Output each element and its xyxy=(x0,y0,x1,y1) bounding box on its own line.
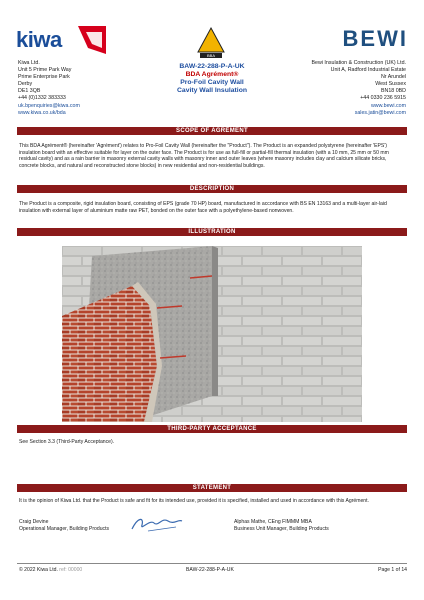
footer-divider xyxy=(17,563,407,564)
agrement-title: BDA Agrément® xyxy=(185,71,239,78)
statement-heading-bar: STATEMENT xyxy=(17,484,407,492)
scope-text: This BDA Agrément® (hereinafter 'Agrément') relates to Pro-Foil Cavity Wall (hereinafter the "Product"). The Product is an expanded polystyrene (hereinafter 'EPS') insulation board with an effective suitable for layer on the outer face. The Product is for use as full-fill or partial-fill thermal insulation (with a 10 mm, 25 mm or 50 mm residual cavity) and as a rain barrier in masonry external cavity walls with masonry inner and outer leaves (where masonry includes clay and calcium silicate bricks, concrete blocks, and natural and reconstructed stone blocks) in new residential and non-residential buildings. xyxy=(19,143,389,169)
kiwa-web-link[interactable]: www.kiwa.co.uk/bda xyxy=(18,109,66,116)
kiwa-address xyxy=(18,60,80,117)
product-illustration xyxy=(62,246,362,422)
bewi-phone: +44 0330 236 5915 xyxy=(360,95,406,102)
left-signature-icon xyxy=(128,513,184,535)
cavity-wall-illustration xyxy=(62,246,362,422)
product-name: Pro-Foil Cavity Wall xyxy=(180,79,244,86)
kiwa-address-line: Prime Enterprise Park xyxy=(18,74,70,81)
third-party-text: See Section 3.3 (Third-Party Acceptance). xyxy=(19,439,115,445)
right-signatory xyxy=(234,519,329,532)
bewi-address-line: West Sussex xyxy=(375,81,406,88)
footer-page-number: Page 1 of 14 xyxy=(378,567,407,573)
product-category: Cavity Wall Insulation xyxy=(177,87,247,94)
illustration-heading-bar: ILLUSTRATION xyxy=(17,228,407,236)
bewi-web-link[interactable]: www.bewi.com xyxy=(370,102,406,109)
description-text: The Product is a composite, rigid insulation board, consisting of EPS (grade 70 HP) board, manufactured in accordance with BS EN 13163 and a multi-layer air-laid insulation with external layer of aluminium matte raw PET, bonded on the outer face with a polyethylene-based nonwoven. xyxy=(19,201,387,214)
kiwa-phone: +44 (0)1332 383333 xyxy=(18,95,66,102)
bba-mark xyxy=(196,26,226,60)
statement-text: It is the opinion of Kiwa Ltd. that the Product is safe and fit for its intended use, provided it is specified, installed and used in accordance with this Agrément. xyxy=(19,498,369,504)
footer-doc-ref: BAW-22-288-P-A-UK xyxy=(186,567,234,573)
certificate-heading xyxy=(130,63,294,95)
bba-triangle-icon xyxy=(196,26,226,60)
left-signatory-name: Craig Devine xyxy=(19,519,49,525)
bewi-address xyxy=(311,60,406,117)
footer-small-note: ref: 00000 xyxy=(59,567,83,573)
kiwa-email-link[interactable]: uk.bpenquiries@kiwa.com xyxy=(18,102,80,109)
footer-copyright xyxy=(19,567,82,573)
kiwa-address-line: Derby xyxy=(18,81,33,88)
scope-heading-bar: SCOPE OF AGRÉMENT xyxy=(17,127,407,135)
bewi-address-line: BN18 0BD xyxy=(380,88,406,95)
left-signatory-role: Operational Manager, Building Products xyxy=(19,525,110,532)
kiwa-address-line: DE1 3QB xyxy=(18,88,41,95)
bewi-address-line: Bewi Insulation & Construction (UK) Ltd. xyxy=(311,60,406,66)
left-signatory xyxy=(19,519,109,532)
certificate-number: BAW-22-288-P-A-UK xyxy=(179,63,245,70)
svg-text:BBA: BBA xyxy=(206,53,216,59)
kiwa-address-line: Unit 5 Prime Park Way xyxy=(18,67,72,74)
bewi-logo: BEWI xyxy=(342,26,408,51)
kiwa-logo-text: kiwa xyxy=(16,27,62,52)
kiwa-address-line: Kiwa Ltd. xyxy=(18,60,40,66)
description-heading-bar: DESCRIPTION xyxy=(17,185,407,193)
kiwa-logo xyxy=(16,24,106,56)
right-signatory-role: Business Unit Manager, Building Products xyxy=(234,525,329,532)
third-party-heading-bar: THIRD-PARTY ACCEPTANCE xyxy=(17,425,407,433)
bewi-email-link[interactable]: sales.jatin@bewi.com xyxy=(354,109,406,116)
bewi-address-line: Unit A, Radford Industrial Estate xyxy=(330,67,406,74)
bewi-address-line: Nr Arundel xyxy=(380,74,406,81)
right-signatory-name: Alphas Mathe, CEng FIMMM MBA xyxy=(234,519,312,525)
copyright-text: © 2022 Kiwa Ltd. xyxy=(19,567,58,573)
